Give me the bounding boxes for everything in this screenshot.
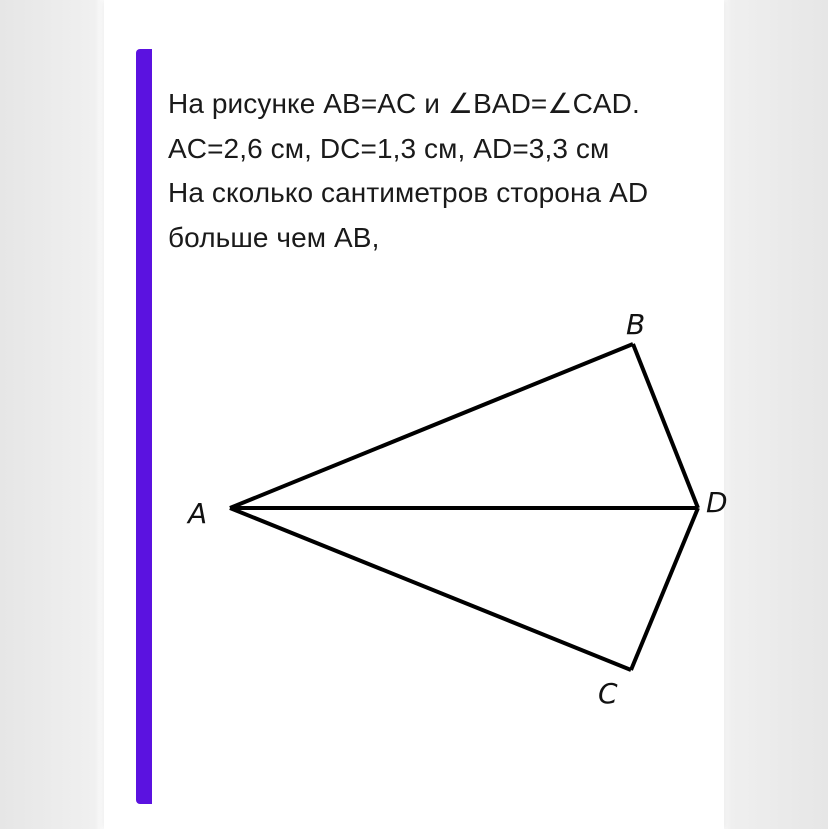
point-label-a: A: [188, 497, 208, 530]
question-line-3: На сколько сантиметров сторона AD: [168, 177, 649, 208]
question-text: [168, 82, 748, 260]
question-line-1: На рисунке AB=AC и ∠BAD=∠CAD.: [168, 88, 640, 119]
question-line-4: больше чем AB,: [168, 221, 380, 253]
segment-ac: [230, 508, 631, 670]
question-line-2: AC=2,6 см, DC=1,3 см, AD=3,3 см: [168, 132, 610, 164]
segment-ab: [230, 344, 633, 508]
segment-bd: [633, 344, 698, 508]
point-label-b: B: [626, 308, 646, 341]
point-label-d: D: [706, 486, 728, 519]
geometry-figure: [160, 290, 760, 720]
accent-bar: [136, 49, 152, 804]
segment-cd: [631, 508, 698, 670]
point-label-c: C: [598, 677, 618, 710]
